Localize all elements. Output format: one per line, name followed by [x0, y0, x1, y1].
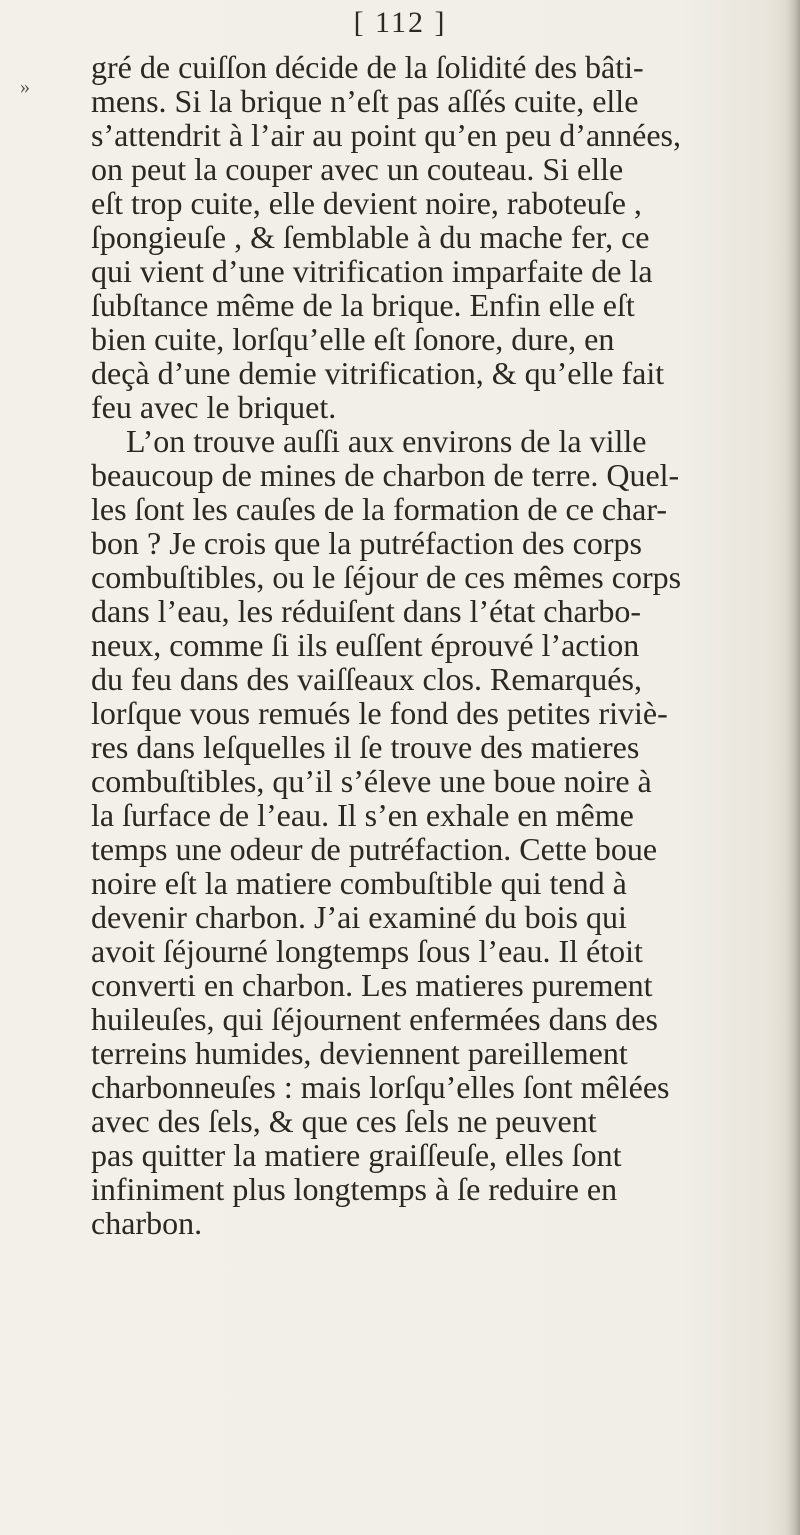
text-line: qui vient d’une vitrification imparfaite de la: [91, 253, 653, 289]
text-line: on peut la couper avec un couteau. Si elle: [91, 151, 624, 187]
text-line: noire eſt la matiere combuſtible qui tend à: [91, 865, 627, 901]
text-line: charbonneuſes : mais lorſqu’elles ſont mêlées: [91, 1069, 670, 1105]
text-line: neux, comme ſi ils euſſent éprouvé l’action: [91, 627, 640, 663]
page-edge-shadow: [786, 0, 800, 1535]
text-line: les ſont les cauſes de la formation de ce char-: [91, 491, 667, 527]
text-line: dans l’eau, les réduiſent dans l’état charbo-: [91, 593, 641, 629]
margin-mark: »: [20, 76, 30, 98]
text-line: avec des ſels, & que ces ſels ne peuvent: [91, 1103, 597, 1139]
text-line: bien cuite, lorſqu’elle eſt ſonore, dure, en: [91, 321, 615, 357]
text-line: la ſurface de l’eau. Il s’en exhale en même: [91, 797, 634, 833]
text-line: s’attendrit à l’air au point qu’en peu d’années,: [91, 117, 681, 153]
text-line: avoit ſéjourné longtemps ſous l’eau. Il étoit: [91, 933, 643, 969]
text-line: ſubſtance même de la brique. Enfin elle eſt: [91, 287, 635, 323]
text-line: pas quitter la matiere graiſſeuſe, elles ſont: [91, 1137, 622, 1173]
text-line: devenir charbon. J’ai examiné du bois qui: [91, 899, 627, 935]
text-line: du feu dans des vaiſſeaux clos. Remarqués,: [91, 661, 642, 697]
text-line: combuſtibles, qu’il s’éleve une boue noire à: [91, 763, 652, 799]
text-line: converti en charbon. Les matieres purement: [91, 967, 653, 1003]
page-number-header: [ 112 ]: [353, 6, 447, 39]
text-line: bon ? Je crois que la putréfaction des corps: [91, 525, 642, 561]
text-line: temps une odeur de putréfaction. Cette boue: [91, 831, 658, 867]
text-line: infiniment plus longtemps à ſe reduire en: [91, 1171, 618, 1207]
text-line: mens. Si la brique n’eſt pas aſſés cuite, elle: [91, 83, 639, 119]
text-line: huileuſes, qui ſéjournent enfermées dans des: [91, 1001, 658, 1037]
text-line: combuſtibles, ou le ſéjour de ces mêmes corps: [91, 559, 682, 595]
text-line: charbon.: [91, 1205, 203, 1241]
text-line: gré de cuiſſon décide de la ſolidité des bâti-: [91, 49, 644, 85]
text-line: ſpongieuſe , & ſemblable à du mache fer, ce: [91, 219, 650, 255]
text-line: lorſque vous remués le fond des petites riviè-: [91, 695, 668, 731]
text-line: deçà d’une demie vitrification, & qu’elle fait: [91, 355, 665, 391]
text-line: beaucoup de mines de charbon de terre. Quel-: [91, 457, 680, 493]
text-line: res dans leſquelles il ſe trouve des matieres: [91, 729, 640, 765]
text-line: terreins humides, deviennent pareillement: [91, 1035, 628, 1071]
text-line: L’on trouve auſſi aux environs de la ville: [126, 423, 647, 459]
text-line: feu avec le briquet.: [91, 389, 337, 425]
text-line: eſt trop cuite, elle devient noire, raboteuſe ,: [91, 185, 642, 221]
